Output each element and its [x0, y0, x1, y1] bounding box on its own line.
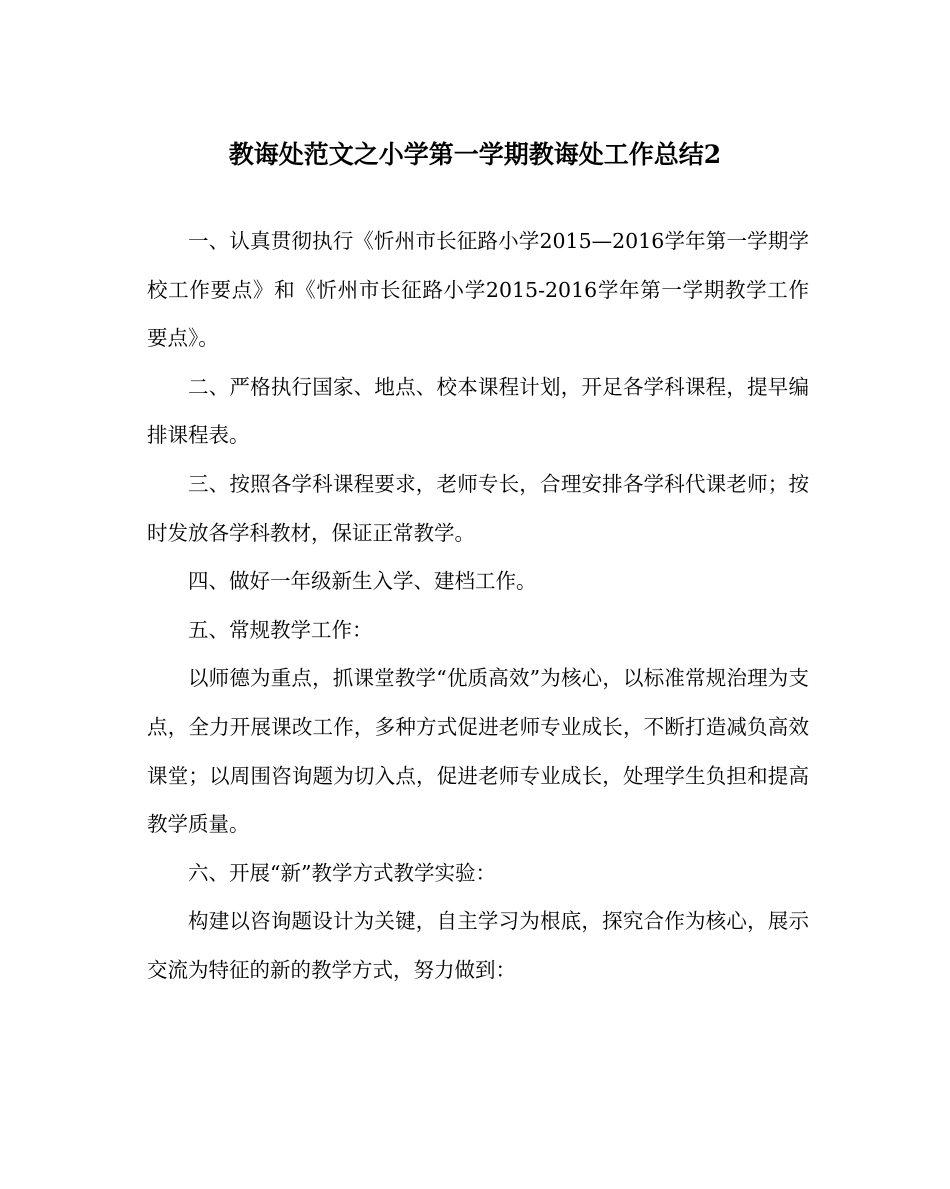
paragraph-1: 一、认真贯彻执行《忻州市长征路小学2015—2016学年第一学期学校工作要点》和《忻州市长征路小学2015-2016学年第一学期教学工作要点》。: [147, 229, 809, 351]
paragraph-5: 五、常规教学工作：: [188, 617, 373, 642]
document-title: 教诲处范文之小学第一学期教诲处工作总结2: [228, 140, 722, 169]
paragraph-6: 以师德为重点，抓课堂教学“优质高效”为核心，以标准常规治理为支点，全力开展课改工作，多种方式促进老师专业成长，不断打造减负高效课堂；以周围咨询题为切入点，促进老师专业成长，处理学生负担和提高教学质量。: [147, 666, 809, 837]
paragraph-2: 二、严格执行国家、地点、校本课程计划，开足各学科课程，提早编排课程表。: [147, 374, 809, 448]
paragraph-8: 构建以咨询题设计为关键，自主学习为根底，探究合作为核心，展示交流为特征的新的教学方式，努力做到：: [147, 909, 809, 982]
document-body: [147, 217, 809, 995]
paragraph-3: 三、按照各学科课程要求，老师专长，合理安排各学科代课老师；按时发放各学科教材，保证正常教学。: [147, 471, 809, 545]
paragraph-4: 四、做好一年级新生入学、建档工作。: [188, 569, 537, 594]
paragraph-7: 六、开展“新”教学方式教学实验：: [188, 860, 496, 885]
